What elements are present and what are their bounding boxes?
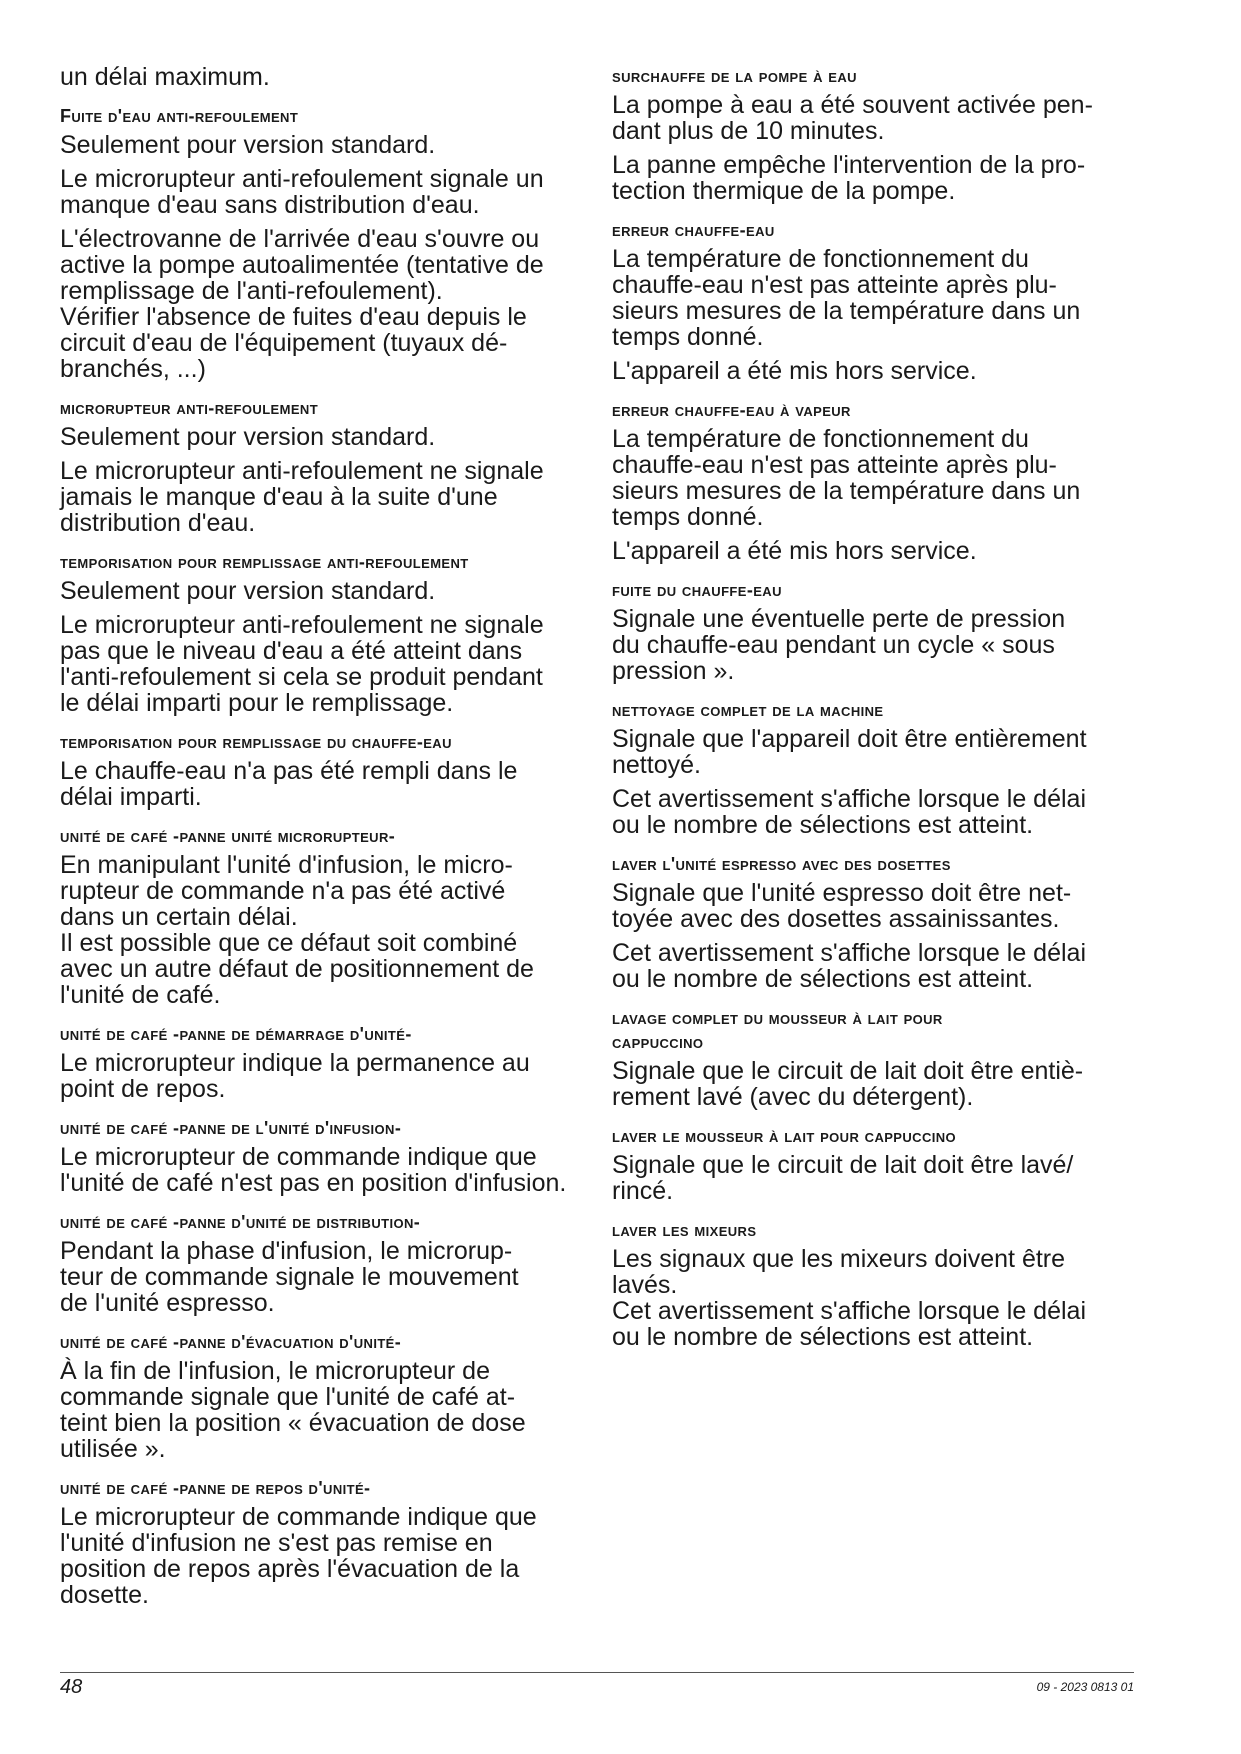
section-paragraph: L'appareil a été mis hors service.	[612, 537, 977, 565]
section	[612, 578, 1142, 684]
section-paragraph: Le chauffe-eau n'a pas été rempli dans le délai imparti.	[60, 757, 518, 811]
section	[612, 398, 1142, 564]
section-paragraph: Signale que le circuit de lait doit être lavé/ rincé.	[612, 1151, 1074, 1205]
section-paragraph: À la fin de l'infusion, le microrupteur de commande signale que l'unité de café at- teint bien la position « évacuation de dose utilisée ».	[60, 1357, 526, 1463]
section-paragraph: Le microrupteur anti-refoulement signale un manque d'eau sans distribution d'eau.	[60, 165, 544, 219]
section	[60, 730, 590, 810]
section-paragraph: Le microrupteur de commande indique que l'unité de café n'est pas en position d'infusion.	[60, 1143, 567, 1197]
section-paragraph: Signale que le circuit de lait doit être entiè- rement lavé (avec du détergent).	[612, 1057, 1084, 1111]
section-paragraph: Le microrupteur indique la permanence au point de repos.	[60, 1049, 530, 1103]
section-heading: laver le mousseur à lait pour cappuccino	[612, 1126, 957, 1146]
section	[60, 1022, 590, 1102]
section-paragraph: Le microrupteur anti-refoulement ne signale jamais le manque d'eau à la suite d'une distribution d'eau.	[60, 457, 544, 537]
section-paragraph: Les signaux que les mixeurs doivent être lavés. Cet avertissement s'affiche lorsque le délai ou le nombre de sélections est atteint.	[612, 1245, 1086, 1351]
section	[612, 64, 1142, 204]
section	[612, 852, 1142, 992]
section-paragraph: Seulement pour version standard.	[60, 131, 436, 159]
section-paragraph: Cet avertissement s'affiche lorsque le délai ou le nombre de sélections est atteint.	[612, 939, 1086, 993]
section-paragraph: L'électrovanne de l'arrivée d'eau s'ouvre ou active la pompe autoalimentée (tentative de remplissage de l'anti-refoulement). Vérifier l'absence de fuites d'eau depuis le circuit d'eau de l'équipement (tuyaux dé- branchés, ...)	[60, 225, 544, 383]
section	[60, 396, 590, 536]
section	[612, 1006, 1142, 1110]
section	[612, 1124, 1142, 1204]
right-column	[612, 64, 1142, 1364]
section-paragraph: Seulement pour version standard.	[60, 423, 436, 451]
section-heading: temporisation pour remplissage du chauffe-eau	[60, 732, 452, 752]
section	[60, 824, 590, 1008]
section	[612, 1218, 1142, 1350]
section-heading: microrupteur anti-refoulement	[60, 398, 319, 418]
section-paragraph: La panne empêche l'intervention de la pro- tection thermique de la pompe.	[612, 151, 1086, 205]
section-heading: unité de café -panne de démarrage d'unité-	[60, 1024, 412, 1044]
section-heading: unité de café -panne d'évacuation d'unité-	[60, 1332, 402, 1352]
section	[60, 1210, 590, 1316]
section-heading: erreur chauffe-eau	[612, 220, 775, 240]
section-heading: laver l'unité espresso avec des dosettes	[612, 854, 951, 874]
section-heading: unité de café -panne de repos d'unité-	[60, 1478, 371, 1498]
section-paragraph: Le microrupteur de commande indique que l'unité d'infusion ne s'est pas remise en position de repos après l'évacuation de la dosette.	[60, 1503, 537, 1609]
right-sections	[612, 64, 1142, 1350]
left-lead-text: un délai maximum.	[60, 63, 270, 91]
section-heading: unité de café -panne de l'unité d'infusion-	[60, 1118, 402, 1138]
section-heading: nettoyage complet de la machine	[612, 700, 884, 720]
section	[60, 1476, 590, 1608]
section-heading: lavage complet du mousseur à lait pour cappuccino	[612, 1008, 943, 1052]
section-heading: laver les mixeurs	[612, 1220, 757, 1240]
section-paragraph: Cet avertissement s'affiche lorsque le délai ou le nombre de sélections est atteint.	[612, 785, 1086, 839]
section-heading: erreur chauffe-eau à vapeur	[612, 400, 851, 420]
left-sections	[60, 104, 590, 1608]
section-heading: unité de café -panne unité microrupteur-	[60, 826, 396, 846]
section-paragraph: La température de fonctionnement du chauffe-eau n'est pas atteinte après plu- sieurs mesures de la température dans un temps donné.	[612, 245, 1081, 351]
section-paragraph: La température de fonctionnement du chauffe-eau n'est pas atteinte après plu- sieurs mesures de la température dans un temps donné.	[612, 425, 1081, 531]
section	[612, 218, 1142, 384]
section	[60, 104, 590, 382]
section-heading: Fuite d'eau anti-refoulement	[60, 106, 299, 126]
section-paragraph: Signale une éventuelle perte de pression du chauffe-eau pendant un cycle « sous pression ».	[612, 605, 1066, 685]
section	[612, 698, 1142, 838]
section	[60, 550, 590, 716]
section	[60, 1116, 590, 1196]
section-paragraph: L'appareil a été mis hors service.	[612, 357, 977, 385]
left-column	[60, 64, 590, 1622]
section	[60, 1330, 590, 1462]
section-heading: surchauffe de la pompe à eau	[612, 66, 857, 86]
document-code: 09 - 2023 0813 01	[1036, 1680, 1134, 1694]
section-paragraph: En manipulant l'unité d'infusion, le micro- rupteur de commande n'a pas été activé dans un certain délai. Il est possible que ce défaut soit combiné avec un autre défaut de positionnement de l'unité de café.	[60, 851, 534, 1009]
section-heading: temporisation pour remplissage anti-refoulement	[60, 552, 469, 572]
section-paragraph: Le microrupteur anti-refoulement ne signale pas que le niveau d'eau a été atteint dans l'anti-refoulement si cela se produit pendant le délai imparti pour le remplissage.	[60, 611, 544, 717]
section-heading: unité de café -panne d'unité de distribution-	[60, 1212, 421, 1232]
page-number: 48	[60, 1676, 83, 1698]
section-paragraph: Seulement pour version standard.	[60, 577, 436, 605]
section-paragraph: Signale que l'appareil doit être entièrement nettoyé.	[612, 725, 1087, 779]
section-paragraph: Signale que l'unité espresso doit être net- toyée avec des dosettes assainissantes.	[612, 879, 1072, 933]
section-paragraph: Pendant la phase d'infusion, le microrup- teur de commande signale le mouvement de l'unité espresso.	[60, 1237, 519, 1317]
footer-divider	[60, 1672, 1134, 1673]
section-paragraph: La pompe à eau a été souvent activée pen- dant plus de 10 minutes.	[612, 91, 1093, 145]
section-heading: fuite du chauffe-eau	[612, 580, 782, 600]
